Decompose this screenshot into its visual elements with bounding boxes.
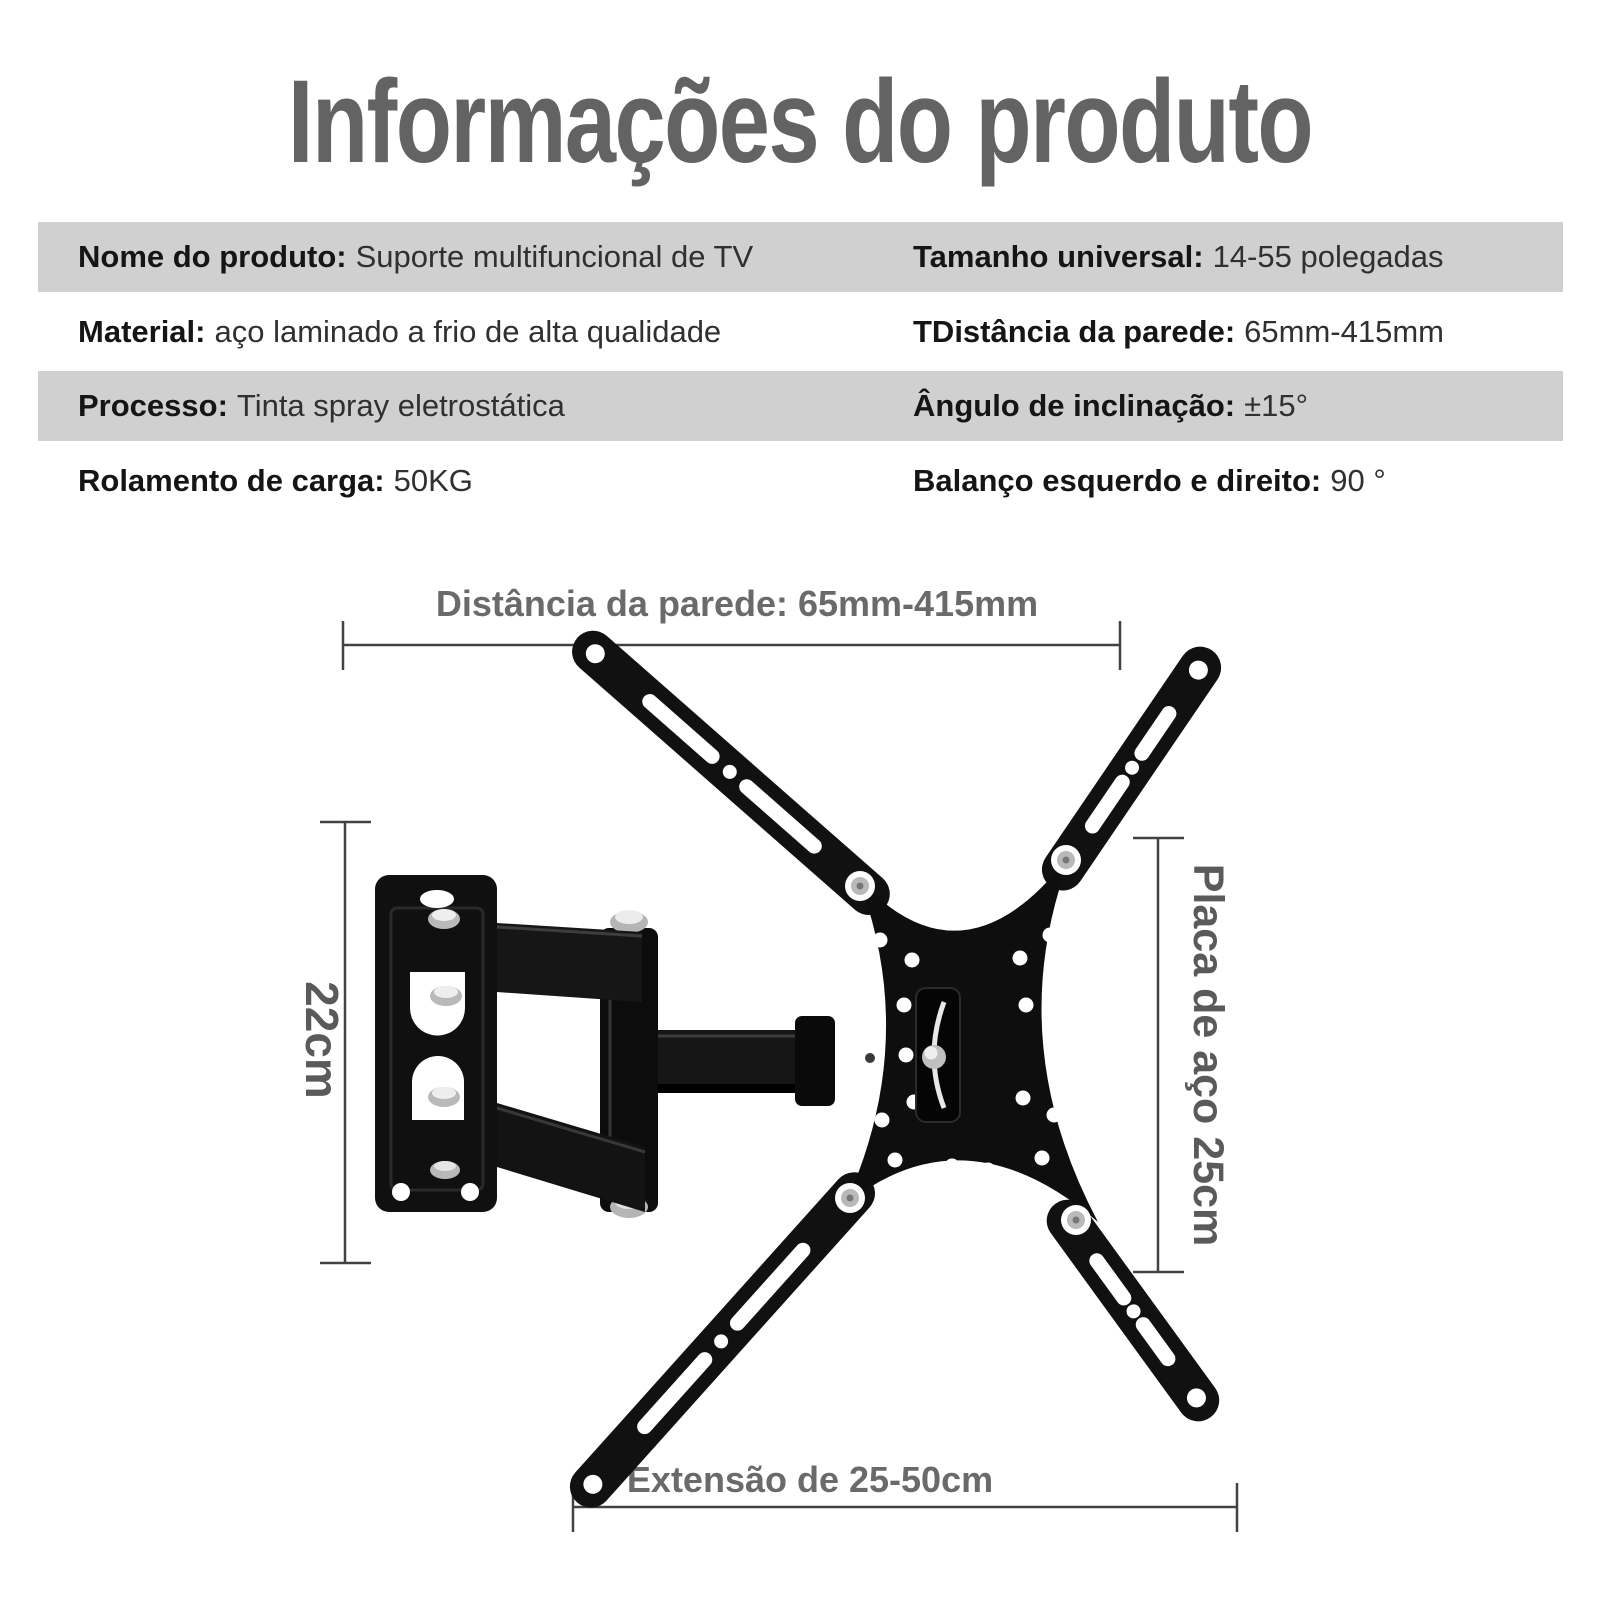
small-center-hole: [865, 1053, 875, 1063]
spec-label: Balanço esquerdo e direito:: [913, 462, 1322, 498]
spec-label: Ângulo de inclinação:: [913, 388, 1236, 423]
dimension-left-label: 22cm: [296, 981, 348, 1099]
spec-value: aço laminado a frio de alta qualidade: [214, 313, 722, 349]
page-title: Informações do produto: [287, 56, 1313, 188]
dimension-right: [1133, 838, 1184, 1272]
dimension-top: [343, 621, 1120, 670]
spec-label: Material:: [78, 313, 206, 349]
mount-hole: [420, 890, 454, 908]
spec-value: Suporte multifuncional de TV: [355, 239, 754, 274]
spec-label: Rolamento de carga:: [78, 462, 385, 498]
spec-value: 65mm-415mm: [1244, 313, 1444, 349]
spec-value: 50KG: [393, 462, 473, 498]
spec-value: Tinta spray eletrostática: [236, 388, 565, 423]
spec-label: Tamanho universal:: [913, 239, 1204, 274]
spec-label: Processo:: [78, 388, 228, 423]
mount-hole: [461, 1183, 479, 1201]
dimension-bottom-label: Extensão de 25-50cm: [626, 1459, 994, 1500]
spec-value: 14-55 polegadas: [1212, 239, 1444, 274]
tilt-lock-slot: [916, 988, 960, 1122]
dimension-right-label: Placa de aço 25cm: [1184, 863, 1232, 1247]
wall-plate: [375, 875, 497, 1212]
extension-arm: [652, 1016, 835, 1106]
spec-value: 90 °: [1330, 462, 1386, 498]
tv-mount-bracket: [375, 622, 1229, 1516]
spec-label: Nome do produto:: [78, 239, 347, 274]
spec-label: TDistância da parede:: [913, 313, 1236, 349]
dimension-top-label: Distância da parede: 65mm-415mm: [435, 583, 1039, 624]
vesa-plate: [835, 845, 1098, 1235]
mount-hole: [392, 1183, 410, 1201]
spec-value: ±15°: [1244, 388, 1308, 423]
